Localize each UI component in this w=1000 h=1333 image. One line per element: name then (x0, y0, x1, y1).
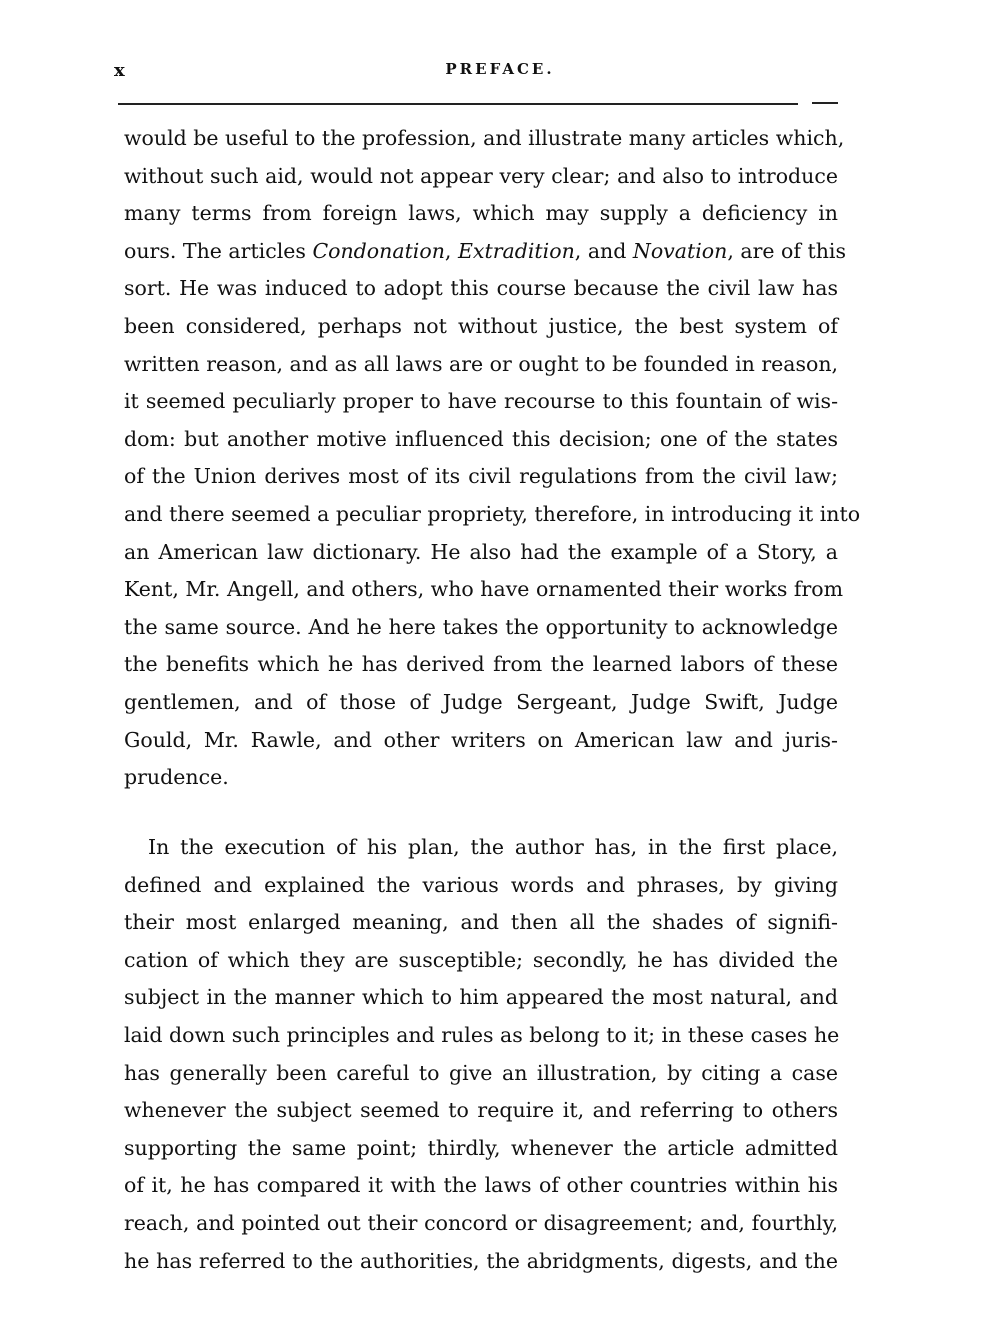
header-rule (118, 103, 798, 105)
paragraph-1 (124, 120, 861, 797)
text-line: without such aid, would not appear very clear; and also to introduce (124, 163, 838, 188)
text-line: whenever the subject seemed to require it, and referring to others (124, 1098, 838, 1123)
text-line: he has referred to the authorities, the abridgments, digests, and the (124, 1248, 838, 1273)
text-line: many terms from foreign laws, which may supply a deficiency in (124, 201, 838, 226)
text-line: ours. The articles Condonation, Extradition, and Novation, are of this (124, 238, 846, 263)
text-line: cation of which they are susceptible; secondly, he has divided the (124, 947, 838, 972)
text-line: written reason, and as all laws are or ought to be founded in reason, (124, 351, 839, 376)
text-line: reach, and pointed out their concord or disagreement; and, fourthly, (124, 1210, 838, 1235)
text-line: would be useful to the profession, and illustrate many articles which, (124, 126, 845, 150)
text-line: the benefits which he has derived from the learned labors of these (124, 652, 838, 677)
text-line: Gould, Mr. Rawle, and other writers on American law and juris- (124, 727, 838, 752)
text-line: defined and explained the various words and phrases, by giving (124, 872, 838, 897)
text-line: prudence. (124, 765, 229, 790)
text-line: laid down such principles and rules as belong to it; in these cases he (124, 1022, 840, 1047)
text-line: the same source. And he here takes the opportunity to acknowledge (124, 614, 838, 639)
text-line: Kent, Mr. Angell, and others, who have ornamented their works from (124, 577, 844, 602)
paragraph-2 (124, 829, 838, 1280)
text-line: subject in the manner which to him appeared the most natural, and (124, 985, 838, 1010)
text-line: of the Union derives most of its civil regulations from the civil law; (124, 464, 838, 489)
text-line: and there seemed a peculiar propriety, therefore, in introducing it into (124, 501, 861, 526)
text-line: has generally been careful to give an illustration, by citing a case (124, 1060, 838, 1085)
text-line: gentlemen, and of those of Judge Sergeant, Judge Swift, Judge (124, 689, 838, 714)
text-line: dom: but another motive influenced this decision; one of the states (124, 426, 838, 451)
text-line: supporting the same point; thirdly, whenever the article admitted (124, 1135, 838, 1160)
page-number: x (114, 60, 124, 81)
header-rule-end (812, 102, 838, 104)
running-header: PREFACE. (445, 60, 555, 78)
text-line: an American law dictionary. He also had the example of a Story, a (124, 539, 838, 564)
text-line: In the execution of his plan, the author has, in the first place, (148, 835, 838, 859)
text-line: been considered, perhaps not without justice, the best system of (124, 313, 838, 338)
text-line: of it, he has compared it with the laws of other countries within his (124, 1173, 838, 1198)
text-line: their most enlarged meaning, and then all the shades of signifi- (124, 910, 838, 935)
text-line: sort. He was induced to adopt this course because the civil law has (124, 276, 838, 301)
text-line: it seemed peculiarly proper to have recourse to this fountain of wis- (124, 389, 838, 414)
